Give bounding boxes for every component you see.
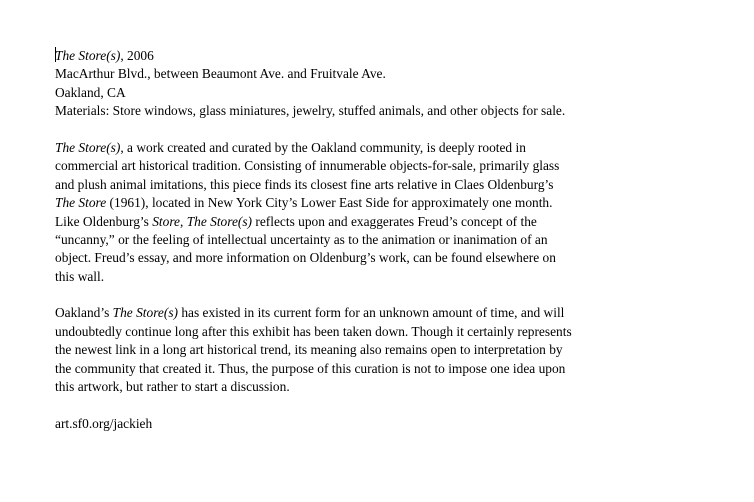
text-span: Oakland’s	[55, 305, 113, 321]
italic-title: The Store(s)	[55, 139, 121, 155]
text-span: ,	[179, 213, 187, 229]
artwork-title: The Store(s)	[55, 48, 121, 63]
paragraph-gap	[55, 286, 745, 304]
materials-line: Materials: Store windows, glass miniatures, jewelry, stuffed animals, and other objects for sale.	[55, 103, 566, 119]
text-line: “uncanny,” or the feeling of intellectual uncertainty as to the animation or inanimation of an	[55, 231, 548, 247]
italic-title: The Store	[55, 195, 107, 211]
text-line: object. Freud’s essay, and more information on Oldenburg’s work, can be found elsewhere on	[55, 250, 556, 266]
text-line: the newest link in a long art historical trend, its meaning also remains open to interpretation by	[55, 342, 563, 358]
text-line: and plush animal imitations, this piece finds its closest fine arts relative in Claes Oldenburg’s	[55, 176, 554, 192]
artwork-year: , 2006	[120, 48, 154, 63]
city-line: Oakland, CA	[55, 84, 126, 100]
text-line: the community that created it. Thus, the purpose of this curation is not to impose one idea upon	[55, 360, 566, 376]
text-line	[55, 213, 745, 231]
document-body[interactable]	[55, 47, 745, 433]
text-line: this wall.	[55, 268, 105, 284]
text-line: undoubtedly continue long after this exhibit has been taken down. Though it certainly represents	[55, 323, 572, 339]
location-line: MacArthur Blvd., between Beaumont Ave. and Fruitvale Ave.	[55, 66, 386, 82]
text-line	[55, 304, 745, 322]
website-url: art.sf0.org/jackieh	[55, 415, 153, 431]
text-span: reflects upon and exaggerates Freud’s concept of the	[252, 213, 537, 229]
text-line: this artwork, but rather to start a discussion.	[55, 379, 290, 395]
text-span: Like Oldenburg’s	[55, 213, 153, 229]
paragraph-2	[55, 304, 745, 396]
text-span: (1961), located in New York City’s Lower East Side for approximately one month.	[106, 195, 553, 211]
text-span: , a work created and curated by the Oakland community, is deeply rooted in	[120, 139, 526, 155]
text-span: has existed in its current form for an unknown amount of time, and will	[178, 305, 565, 321]
italic-title: The Store(s)	[112, 305, 178, 321]
text-line	[55, 139, 745, 157]
paragraph-1	[55, 139, 745, 286]
italic-title: Store	[152, 213, 180, 229]
paragraph-gap	[55, 121, 745, 139]
italic-title: The Store(s)	[186, 213, 253, 229]
text-line	[55, 194, 745, 212]
title-line	[55, 47, 745, 65]
paragraph-gap	[55, 396, 745, 414]
text-line: commercial art historical tradition. Consisting of innumerable objects-for-sale, primarily glass	[55, 158, 560, 174]
